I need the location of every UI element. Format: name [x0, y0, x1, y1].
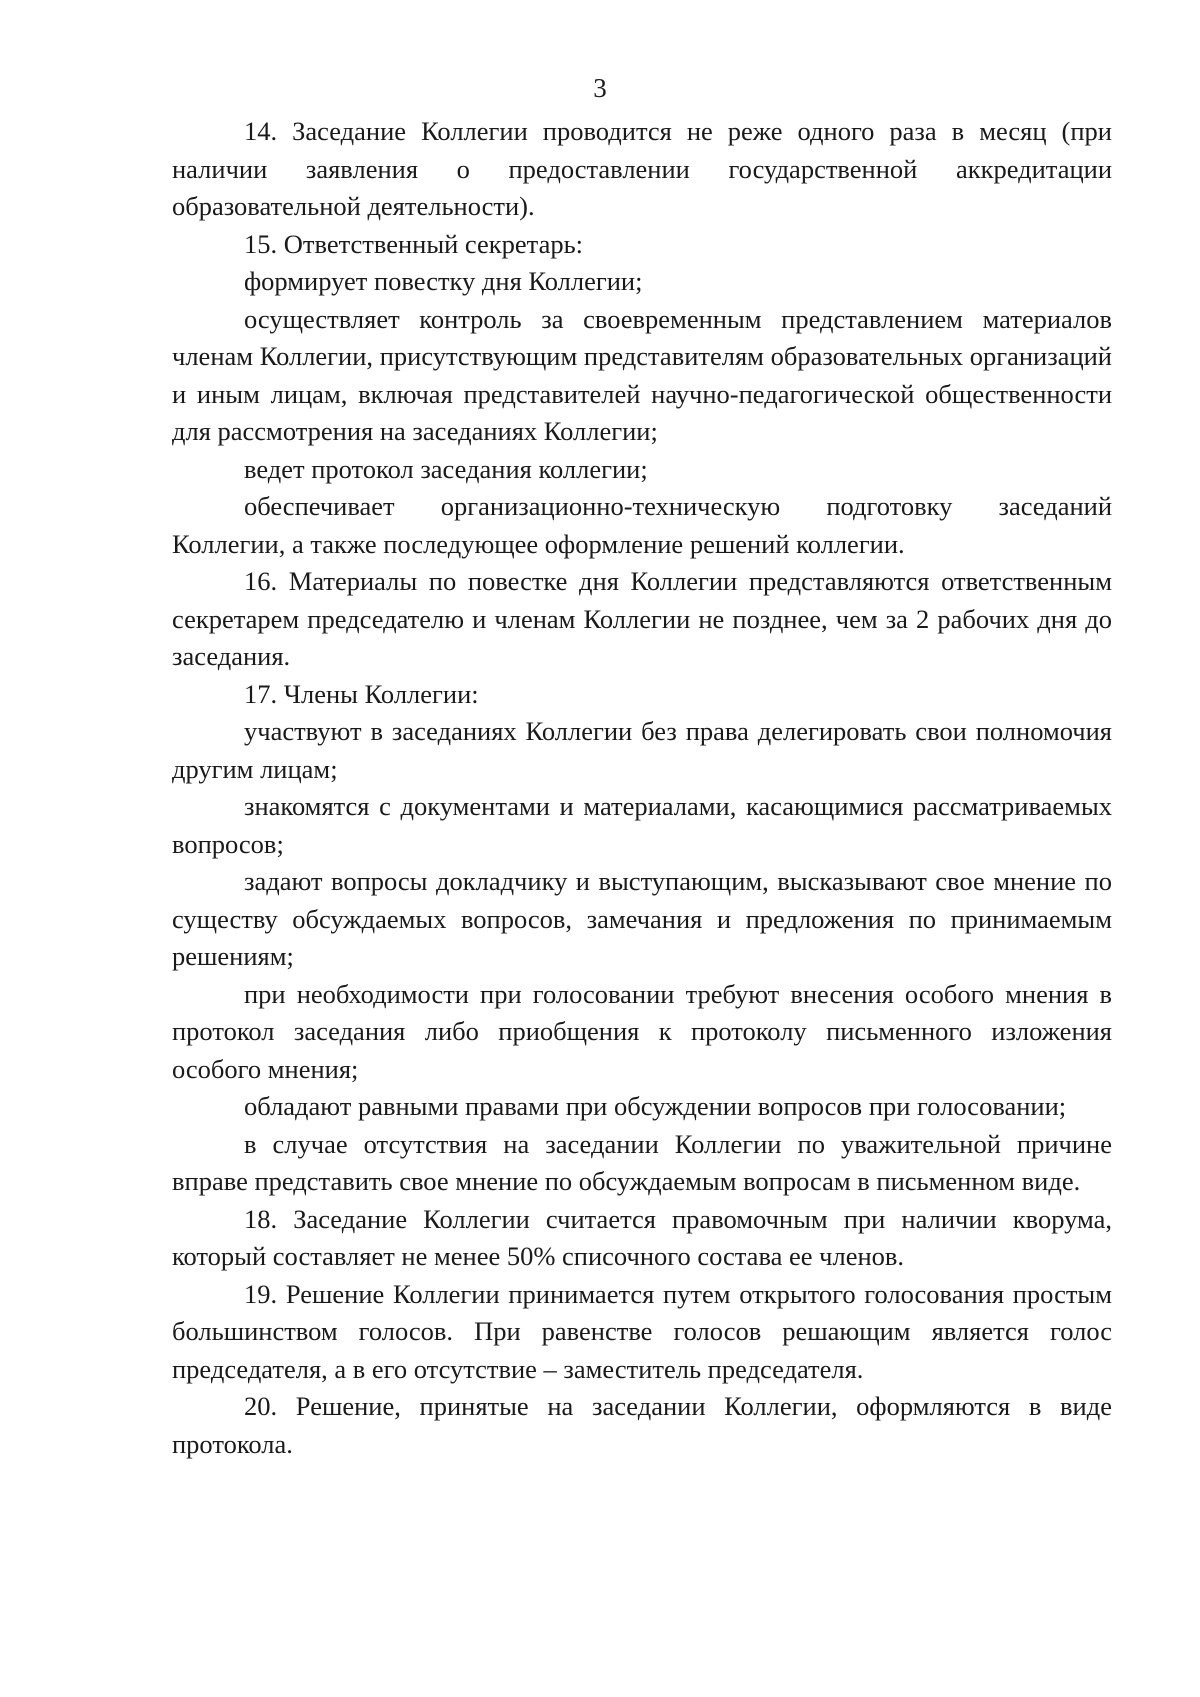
- paragraph-item-16: 16. Материалы по повестке дня Коллегии представляются ответственным секретарем председателю и членам Коллегии не позднее, чем за 2 рабочих дня до заседания.: [172, 566, 1112, 671]
- paragraph-item-20: 20. Решение, принятые на заседании Коллегии, оформляются в виде протокола.: [172, 1391, 1112, 1459]
- paragraph-secretary-agenda: формирует повестку дня Коллегии;: [244, 266, 643, 296]
- paragraph-members-equal-rights: обладают равными правами при обсуждении вопросов при голосовании;: [244, 1091, 1067, 1121]
- paragraph-item-18: 18. Заседание Коллегии считается правомочным при наличии кворума, который составляет не менее 50% списочного состава ее членов.: [172, 1203, 1112, 1271]
- paragraph-members-documents: знакомятся с документами и материалами, касающимися рассматриваемых вопросов;: [172, 791, 1112, 859]
- paragraph-item-19: 19. Решение Коллегии принимается путем открытого голосования простым большинством голосов. При равенстве голосов решающим является голос председателя, а в его отсутствие – заместитель председателя.: [172, 1278, 1112, 1384]
- paragraph-item-14: 14. Заседание Коллегии проводится не реже одного раза в месяц (при наличии заявления о предоставлении государственной аккредитации образовательной деятельности).: [172, 116, 1112, 221]
- paragraph-members-absence: в случае отсутствия на заседании Коллегии по уважительной причине вправе представить свое мнение по обсуждаемым вопросам в письменном виде.: [172, 1128, 1112, 1196]
- paragraph-members-questions: задают вопросы докладчику и выступающим, высказывают свое мнение по существу обсуждаемых вопросов, замечания и предложения по принимаемым решениям;: [172, 866, 1112, 971]
- paragraph-secretary-protocol: ведет протокол заседания коллегии;: [244, 453, 648, 484]
- paragraph-members-participate: участвуют в заседаниях Коллегии без права делегировать свои полномочия другим лицам;: [172, 716, 1112, 784]
- paragraph-item-15-heading: 15. Ответственный секретарь:: [244, 228, 584, 259]
- paragraph-secretary-materials-control: осуществляет контроль за своевременным представлением материалов членам Коллегии, присутствующим представителям образовательных организаций и иным лицам, включая представителей научно-педагогической общественности для рассмотрения на заседаниях Коллегии;: [172, 303, 1112, 446]
- paragraph-members-special-opinion: при необходимости при голосовании требуют внесения особого мнения в протокол заседания либо приобщения к протоколу письменного изложения особого мнения;: [172, 978, 1112, 1084]
- paragraph-secretary-organization: обеспечивает организационно-техническую подготовку заседаний Коллегии, а также последующее оформление решений коллегии.: [172, 491, 1112, 559]
- page-number: 3: [593, 73, 607, 103]
- paragraph-item-17-heading: 17. Члены Коллегии:: [244, 678, 479, 709]
- document-body: [172, 113, 1112, 1463]
